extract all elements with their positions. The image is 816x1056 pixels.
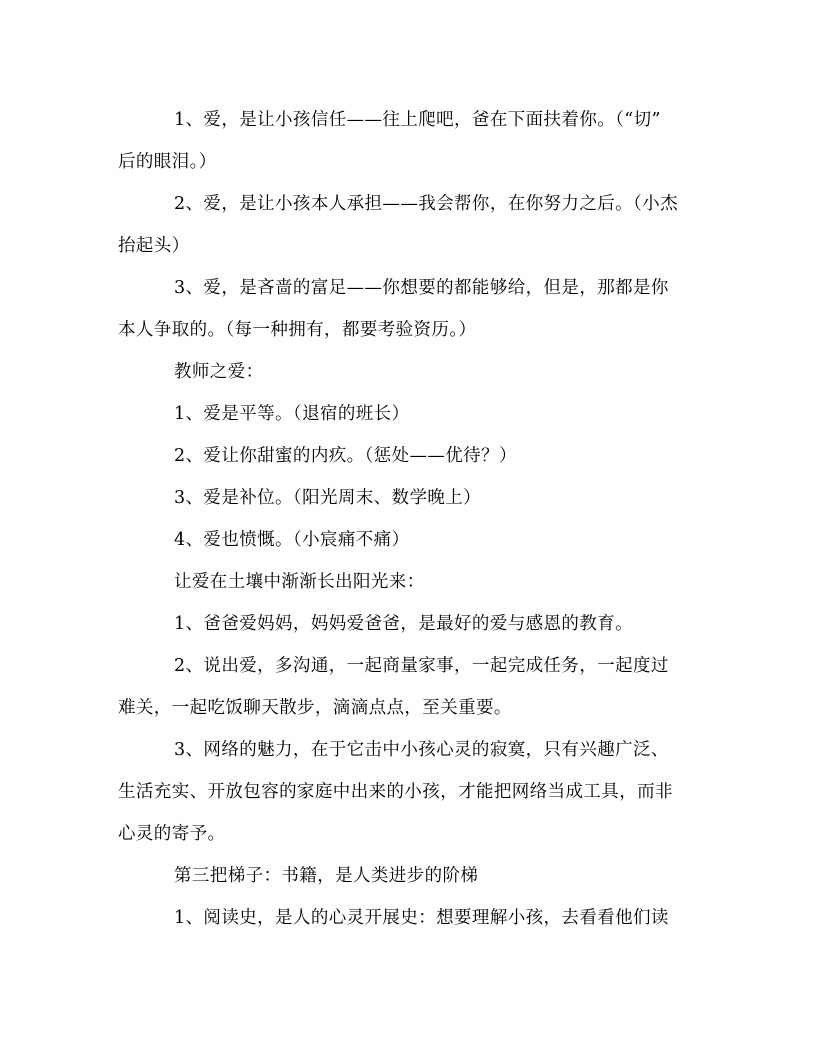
text-line: 生活充实、开放包容的家庭中出来的小孩，才能把网络当成工具，而非 [118, 782, 673, 802]
text-line: 1、阅读史，是人的心灵开展史：想要理解小孩，去看看他们读 [174, 908, 669, 928]
text-line: 2、爱，是让小孩本人承担——我会帮你，在你努力之后。（小杰 [174, 194, 678, 214]
text-line: 4、爱也愤慨。（小宸痛不痛） [174, 530, 410, 550]
text-line: 1、爱是平等。（退宿的班长） [174, 404, 410, 424]
text-line: 心灵的寄予。 [118, 824, 226, 844]
text-line: 3、网络的魅力，在于它击中小孩心灵的寂寞，只有兴趣广泛、 [174, 740, 669, 760]
text-line: 后的眼泪。） [118, 152, 217, 172]
section-heading: 教师之爱： [174, 362, 264, 382]
text-line: 3、爱，是吝啬的富足——你想要的都能够给，但是，那都是你 [174, 278, 669, 298]
text-line: 1、爸爸爱妈妈，妈妈爱爸爸，是最好的爱与感恩的教育。 [174, 614, 634, 634]
text-line: 抬起头） [118, 236, 190, 256]
text-line: 2、说出爱，多沟通，一起商量家事，一起完成任务，一起度过 [174, 656, 669, 676]
section-heading: 让爱在土壤中渐渐长出阳光来： [174, 572, 425, 592]
text-line: 2、爱让你甜蜜的内疚。（惩处——优待？） [174, 446, 517, 466]
text-line: 难关，一起吃饭聊天散步，滴滴点点，至关重要。 [118, 698, 512, 718]
section-heading: 第三把梯子：书籍，是人类进步的阶梯 [174, 866, 479, 886]
text-line: 3、爱是补位。（阳光周末、数学晚上） [174, 488, 482, 508]
text-line: 1、爱，是让小孩信任——往上爬吧，爸在下面扶着你。（“切” [174, 110, 661, 130]
text-line: 本人争取的。（每一种拥有，都要考验资历。） [118, 320, 477, 340]
